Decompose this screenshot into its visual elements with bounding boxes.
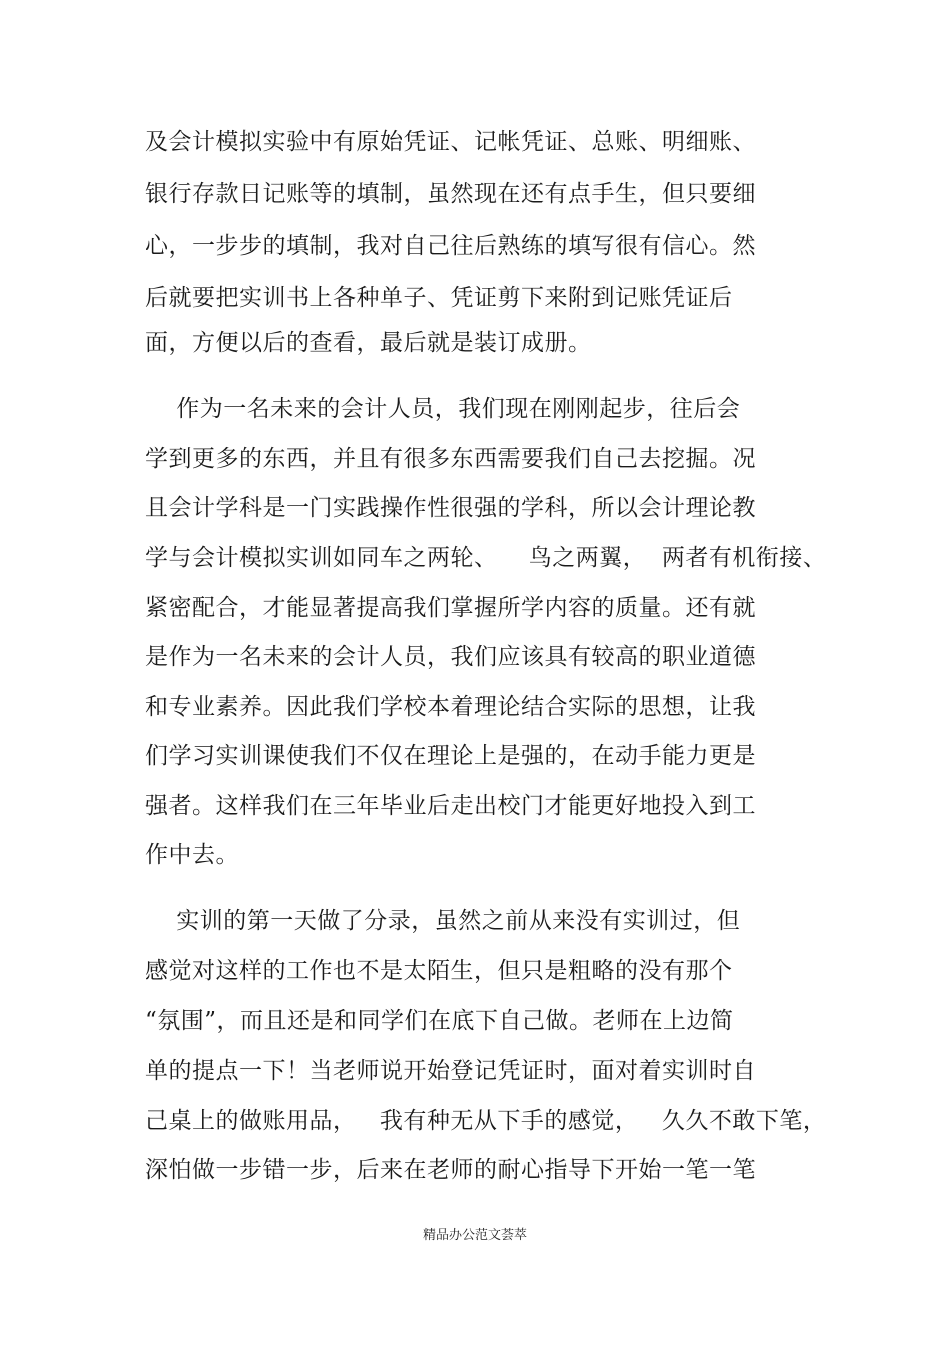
paragraph-1-line-2: 银行存款日记账等的填制，虽然现在还有点手生，但只要细: [145, 181, 756, 207]
paragraph-1-line-1: 及会计模拟实验中有原始凭证、记帐凭证、总账、明细账、: [145, 129, 756, 155]
paragraph-2-line-5: 紧密配合，才能显著提高我们掌握所学内容的质量。还有就: [145, 595, 756, 621]
paragraph-2-line-4: 学与会计模拟实训如同车之两轮、 鸟之两翼， 两者有机衔接、: [145, 545, 827, 571]
paragraph-2-line-9: 强者。这样我们在三年毕业后走出校门才能更好地投入到工: [145, 793, 756, 819]
paragraph-2-line-1: 作为一名未来的会计人员，我们现在刚刚起步，往后会: [145, 396, 741, 422]
paragraph-3-line-5: 己桌上的做账用品， 我有种无从下手的感觉， 久久不敢下笔，: [145, 1108, 827, 1134]
paragraph-2-line-8: 们学习实训课使我们不仅在理论上是强的，在动手能力更是: [145, 743, 756, 769]
paragraph-2-line-6: 是作为一名未来的会计人员，我们应该具有较高的职业道德: [145, 644, 756, 670]
paragraph-2-line-10: 作中去。: [145, 842, 239, 868]
paragraph-1-line-4: 后就要把实训书上各种单子、凭证剪下来附到记账凭证后: [145, 285, 733, 311]
paragraph-3-line-1: 实训的第一天做了分录，虽然之前从来没有实训过，但: [145, 908, 741, 934]
paragraph-1-line-3: 心，一步步的填制，我对自己往后熟练的填写很有信心。然: [145, 233, 756, 259]
paragraph-3-line-2: 感觉对这样的工作也不是太陌生，但只是粗略的没有那个: [145, 958, 733, 984]
page-footer: 精品办公范文荟萃: [422, 1228, 527, 1243]
paragraph-1-line-5: 面，方便以后的查看，最后就是装订成册。: [145, 330, 592, 356]
paragraph-2-line-2: 学到更多的东西，并且有很多东西需要我们自己去挖掘。况: [145, 446, 756, 472]
paragraph-2-line-3: 且会计学科是一门实践操作性很强的学科，所以会计理论教: [145, 495, 756, 521]
paragraph-3-line-6: 深怕做一步错一步，后来在老师的耐心指导下开始一笔一笔: [145, 1157, 756, 1183]
paragraph-3-line-3: “氛围”，而且还是和同学们在底下自己做。老师在上边简: [145, 1008, 734, 1034]
paragraph-3-line-4: 单的提点一下！当老师说开始登记凭证时，面对着实训时自: [145, 1058, 756, 1084]
paragraph-2-line-7: 和专业素养。因此我们学校本着理论结合实际的思想，让我: [145, 694, 756, 720]
